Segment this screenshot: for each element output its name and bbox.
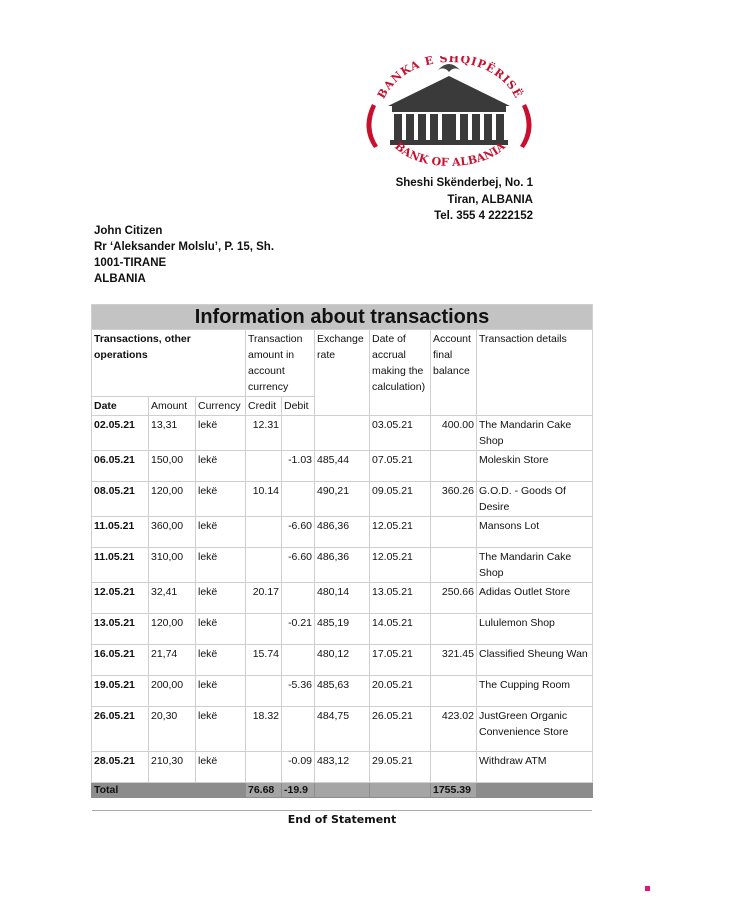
row-exchange-rate: 483,12 bbox=[315, 752, 370, 783]
customer-street: Rr ‘Aleksander Molslu’, P. 15, Sh. bbox=[94, 241, 275, 253]
row-amount: 13,31 bbox=[149, 416, 196, 451]
total-details-blank bbox=[477, 783, 593, 798]
row-amount: 21,74 bbox=[149, 645, 196, 676]
row-amount: 210,30 bbox=[149, 752, 196, 783]
row-balance bbox=[431, 676, 477, 707]
row-exchange-rate: 486,36 bbox=[315, 517, 370, 548]
row-date: 26.05.21 bbox=[92, 707, 149, 752]
table-row bbox=[92, 614, 593, 645]
col-header-final-balance: Account final balance bbox=[431, 330, 477, 416]
row-balance bbox=[431, 614, 477, 645]
row-details: Moleskin Store bbox=[477, 451, 593, 482]
row-credit: 20.17 bbox=[246, 583, 282, 614]
total-credit: 76.68 bbox=[246, 783, 282, 798]
col-header-details: Transaction details bbox=[477, 330, 593, 416]
table-row bbox=[92, 482, 593, 517]
row-currency: lekë bbox=[196, 645, 246, 676]
row-date: 06.05.21 bbox=[92, 451, 149, 482]
row-details: Classified Sheung Wan bbox=[477, 645, 593, 676]
row-date: 28.05.21 bbox=[92, 752, 149, 783]
row-credit: 18.32 bbox=[246, 707, 282, 752]
total-row bbox=[92, 783, 593, 798]
row-balance: 360.26 bbox=[431, 482, 477, 517]
col-header-amount-account: Transaction amount in account currency bbox=[246, 330, 315, 397]
table-row bbox=[92, 517, 593, 548]
col-header-amount: Amount bbox=[149, 397, 196, 416]
row-balance bbox=[431, 548, 477, 583]
row-amount: 32,41 bbox=[149, 583, 196, 614]
row-exchange-rate: 486,36 bbox=[315, 548, 370, 583]
row-currency: lekë bbox=[196, 614, 246, 645]
row-exchange-rate: 480,14 bbox=[315, 583, 370, 614]
bank-phone: Tel. 355 4 2222152 bbox=[434, 210, 533, 222]
row-date: 13.05.21 bbox=[92, 614, 149, 645]
row-amount: 150,00 bbox=[149, 451, 196, 482]
row-amount: 200,00 bbox=[149, 676, 196, 707]
row-exchange-rate bbox=[315, 416, 370, 451]
row-date: 16.05.21 bbox=[92, 645, 149, 676]
row-accrual-date: 09.05.21 bbox=[370, 482, 431, 517]
row-accrual-date: 12.05.21 bbox=[370, 517, 431, 548]
customer-name: John Citizen bbox=[94, 225, 163, 237]
table-row bbox=[92, 416, 593, 451]
col-header-date: Date bbox=[92, 397, 149, 416]
row-debit: -6.60 bbox=[282, 548, 315, 583]
row-debit bbox=[282, 707, 315, 752]
row-balance: 423.02 bbox=[431, 707, 477, 752]
row-debit bbox=[282, 645, 315, 676]
row-balance bbox=[431, 752, 477, 783]
row-balance: 321.45 bbox=[431, 645, 477, 676]
col-header-exchange-rate: Exchange rate bbox=[315, 330, 370, 416]
bank-address-line2: Tiran, ALBANIA bbox=[447, 193, 533, 206]
row-credit bbox=[246, 752, 282, 783]
col-header-accrual-date: Date of accrual making the calculation) bbox=[370, 330, 431, 416]
table-row bbox=[92, 676, 593, 707]
customer-city: 1001-TIRANE bbox=[94, 257, 167, 269]
row-amount: 310,00 bbox=[149, 548, 196, 583]
row-details: Withdraw ATM bbox=[477, 752, 593, 783]
table-row bbox=[92, 707, 593, 752]
total-exchange-blank bbox=[315, 783, 370, 798]
total-balance: 1755.39 bbox=[431, 783, 477, 798]
col-header-currency: Currency bbox=[196, 397, 246, 416]
row-balance: 400.00 bbox=[431, 416, 477, 451]
row-debit: -5.36 bbox=[282, 676, 315, 707]
row-details: The Mandarin Cake Shop bbox=[477, 548, 593, 583]
row-debit bbox=[282, 416, 315, 451]
row-amount: 120,00 bbox=[149, 614, 196, 645]
row-credit bbox=[246, 676, 282, 707]
bank-address bbox=[330, 175, 533, 225]
row-exchange-rate: 485,63 bbox=[315, 676, 370, 707]
row-credit bbox=[246, 517, 282, 548]
bank-logo bbox=[358, 56, 540, 174]
row-amount: 120,00 bbox=[149, 482, 196, 517]
table-title: Information about transactions bbox=[92, 305, 593, 330]
total-debit: -19.9 bbox=[282, 783, 315, 798]
customer-address bbox=[94, 223, 294, 287]
row-amount: 360,00 bbox=[149, 517, 196, 548]
row-exchange-rate: 480,12 bbox=[315, 645, 370, 676]
end-of-statement: End of Statement bbox=[287, 813, 397, 826]
row-currency: lekë bbox=[196, 482, 246, 517]
pink-mark bbox=[645, 886, 650, 891]
footer-divider bbox=[92, 810, 592, 811]
total-accrual-blank bbox=[370, 783, 431, 798]
row-accrual-date: 14.05.21 bbox=[370, 614, 431, 645]
row-details: JustGreen Organic Convenience Store bbox=[477, 707, 593, 752]
row-credit bbox=[246, 548, 282, 583]
row-exchange-rate: 485,19 bbox=[315, 614, 370, 645]
row-currency: lekë bbox=[196, 707, 246, 752]
row-currency: lekë bbox=[196, 517, 246, 548]
row-currency: lekë bbox=[196, 752, 246, 783]
col-header-credit: Credit bbox=[246, 397, 282, 416]
row-debit bbox=[282, 482, 315, 517]
row-date: 12.05.21 bbox=[92, 583, 149, 614]
row-debit bbox=[282, 583, 315, 614]
row-accrual-date: 03.05.21 bbox=[370, 416, 431, 451]
table-row bbox=[92, 645, 593, 676]
row-credit: 10.14 bbox=[246, 482, 282, 517]
row-debit: -6.60 bbox=[282, 517, 315, 548]
row-debit: -1.03 bbox=[282, 451, 315, 482]
total-label: Total bbox=[92, 783, 246, 798]
row-accrual-date: 26.05.21 bbox=[370, 707, 431, 752]
row-currency: lekë bbox=[196, 548, 246, 583]
row-credit: 15.74 bbox=[246, 645, 282, 676]
row-currency: lekë bbox=[196, 451, 246, 482]
row-details: The Mandarin Cake Shop bbox=[477, 416, 593, 451]
row-accrual-date: 07.05.21 bbox=[370, 451, 431, 482]
row-credit bbox=[246, 614, 282, 645]
row-exchange-rate: 485,44 bbox=[315, 451, 370, 482]
row-date: 02.05.21 bbox=[92, 416, 149, 451]
row-debit: -0.21 bbox=[282, 614, 315, 645]
row-accrual-date: 29.05.21 bbox=[370, 752, 431, 783]
row-accrual-date: 20.05.21 bbox=[370, 676, 431, 707]
customer-country: ALBANIA bbox=[94, 273, 146, 285]
row-exchange-rate: 490,21 bbox=[315, 482, 370, 517]
row-balance: 250.66 bbox=[431, 583, 477, 614]
row-currency: lekë bbox=[196, 583, 246, 614]
transactions-table bbox=[91, 304, 593, 798]
table-row bbox=[92, 451, 593, 482]
row-credit: 12.31 bbox=[246, 416, 282, 451]
logo-arc-top-text: BANKA E SHQIPËRISË bbox=[374, 56, 526, 101]
table-row bbox=[92, 583, 593, 614]
row-amount: 20,30 bbox=[149, 707, 196, 752]
row-credit bbox=[246, 451, 282, 482]
row-balance bbox=[431, 451, 477, 482]
row-date: 08.05.21 bbox=[92, 482, 149, 517]
row-details: Lululemon Shop bbox=[477, 614, 593, 645]
row-currency: lekë bbox=[196, 416, 246, 451]
row-date: 19.05.21 bbox=[92, 676, 149, 707]
row-date: 11.05.21 bbox=[92, 548, 149, 583]
table-row bbox=[92, 548, 593, 583]
row-accrual-date: 13.05.21 bbox=[370, 583, 431, 614]
row-details: G.O.D. - Goods Of Desire bbox=[477, 482, 593, 517]
row-details: Adidas Outlet Store bbox=[477, 583, 593, 614]
row-debit: -0.09 bbox=[282, 752, 315, 783]
col-header-debit: Debit bbox=[282, 397, 315, 416]
row-balance bbox=[431, 517, 477, 548]
table-row bbox=[92, 752, 593, 783]
logo-arc-bottom-text: BANK OF ALBANIA bbox=[392, 139, 508, 170]
row-accrual-date: 12.05.21 bbox=[370, 548, 431, 583]
row-exchange-rate: 484,75 bbox=[315, 707, 370, 752]
group-header: Transactions, other operations bbox=[92, 330, 246, 397]
row-accrual-date: 17.05.21 bbox=[370, 645, 431, 676]
row-currency: lekë bbox=[196, 676, 246, 707]
row-details: The Cupping Room bbox=[477, 676, 593, 707]
row-details: Mansons Lot bbox=[477, 517, 593, 548]
bank-address-line1: Sheshi Skënderbej, No. 1 bbox=[395, 177, 533, 189]
row-date: 11.05.21 bbox=[92, 517, 149, 548]
